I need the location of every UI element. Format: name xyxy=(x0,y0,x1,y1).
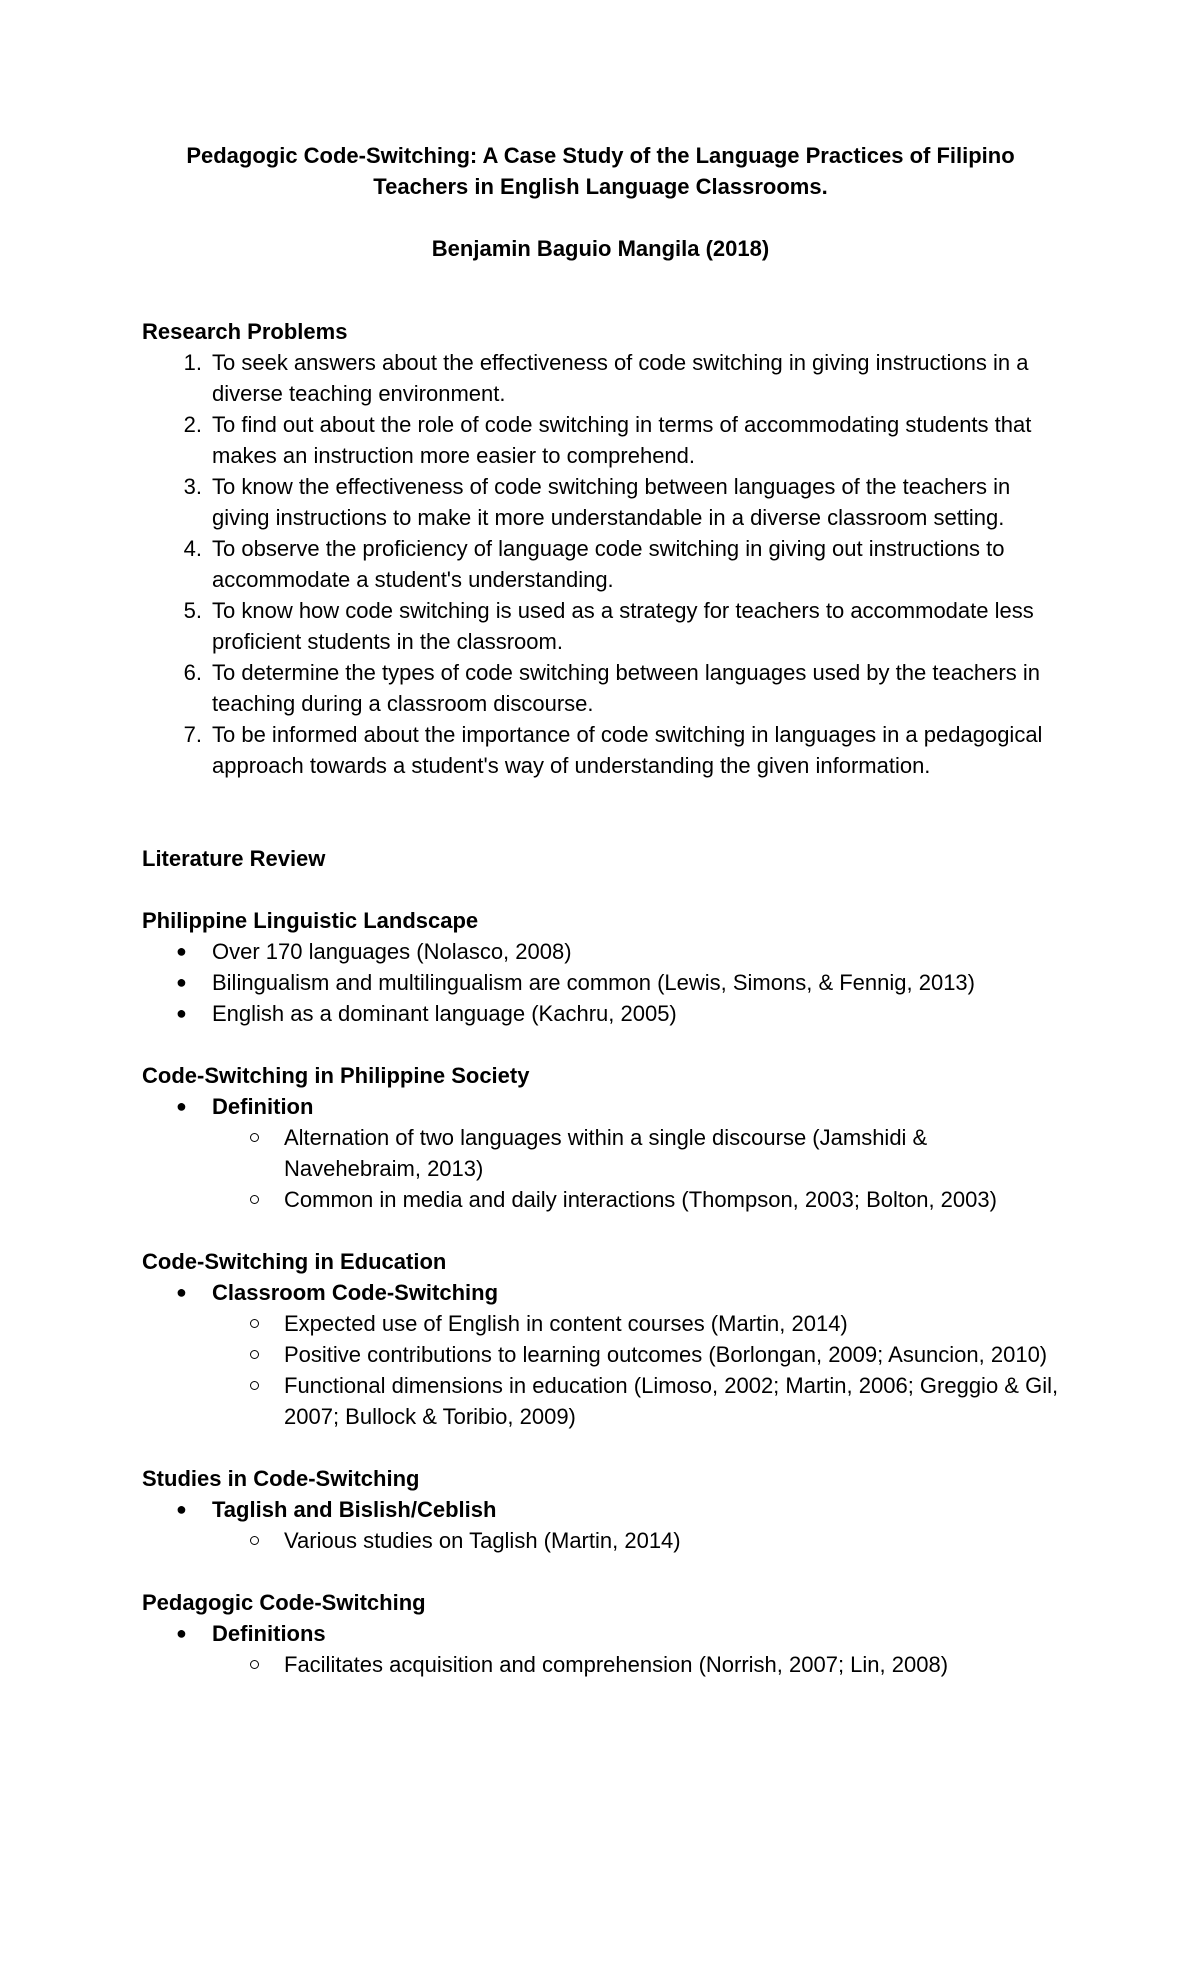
bullet-icon: ● xyxy=(176,1623,187,1643)
list-item: Common in media and daily interactions (Thompson, 2003; Bolton, 2003) xyxy=(142,1184,1059,1215)
document-title xyxy=(142,140,1059,202)
list-item: 6. To determine the types of code switching between languages used by the teachers in teaching during a classroom discourse. xyxy=(183,660,1040,716)
circle-bullet-icon xyxy=(250,1133,259,1142)
bullet-icon: ● xyxy=(176,1499,187,1519)
title-line-1: Pedagogic Code-Switching: A Case Study of the Language Practices of Filipino xyxy=(186,143,1015,168)
list-item: ● Taglish and Bislish/Ceblish Various studies on Taglish (Martin, 2014) xyxy=(142,1494,1059,1556)
circle-bullet-icon xyxy=(250,1536,259,1545)
list-item: Positive contributions to learning outcomes (Borlongan, 2009; Asuncion, 2010) xyxy=(142,1339,1059,1370)
circle-bullet-icon xyxy=(250,1381,259,1390)
circle-bullet-icon xyxy=(250,1660,259,1669)
research-problems-list xyxy=(142,347,1059,781)
list-item: 4. To observe the proficiency of language code switching in giving out instructions to accommodate a student's understanding. xyxy=(183,536,1005,592)
research-problems-heading: Research Problems xyxy=(142,319,348,344)
bullet-list xyxy=(142,1618,1059,1680)
bullet-list xyxy=(142,1494,1059,1556)
title-line-2: Teachers in English Language Classrooms. xyxy=(373,174,828,199)
sub-bullet-list xyxy=(212,1525,1059,1556)
bullet-icon: ● xyxy=(176,941,187,961)
list-item: Functional dimensions in education (Limoso, 2002; Martin, 2006; Greggio & Gil, 2007; Bullock & Toribio, 2009) xyxy=(142,1370,1059,1432)
list-item: Facilitates acquisition and comprehension (Norrish, 2007; Lin, 2008) xyxy=(142,1649,1059,1680)
bullet-icon: ● xyxy=(176,1096,187,1116)
bullet-list xyxy=(142,1091,1059,1215)
list-item: ● Bilingualism and multilingualism are common (Lewis, Simons, & Fennig, 2013) xyxy=(142,967,1059,998)
bullet-icon: ● xyxy=(176,1003,187,1023)
circle-bullet-icon xyxy=(250,1319,259,1328)
literature-review-heading: Literature Review xyxy=(142,846,326,871)
list-item: Expected use of English in content courses (Martin, 2014) xyxy=(142,1308,1059,1339)
bullet-list xyxy=(142,1277,1059,1432)
list-item: Alternation of two languages within a single discourse (Jamshidi & Navehebraim, 2013) xyxy=(142,1122,1059,1184)
list-item: 3. To know the effectiveness of code switching between languages of the teachers in giving instructions to make it more understandable in a diverse classroom setting. xyxy=(183,474,1011,530)
list-item: 5. To know how code switching is used as a strategy for teachers to accommodate less proficient students in the classroom. xyxy=(183,598,1034,654)
list-item: ● Classroom Code-Switching Expected use of English in content courses (Martin, 2014) Positive contributions to learning outcomes (Borlongan, 2009; Asuncion, 2010) Functional dimensions in education (Limoso, 2002; Martin, 2006; Greggio & Gil, 2007; Bullock & Toribio, 2009) xyxy=(142,1277,1059,1432)
list-item: 1. To seek answers about the effectiveness of code switching in giving instructions in a diverse teaching environment. xyxy=(183,350,1029,406)
list-item: Various studies on Taglish (Martin, 2014) xyxy=(142,1525,1059,1556)
section-heading-code-switching-society: Code-Switching in Philippine Society xyxy=(142,1063,530,1088)
section-heading-linguistic-landscape: Philippine Linguistic Landscape xyxy=(142,908,479,933)
list-item: ● Over 170 languages (Nolasco, 2008) xyxy=(142,936,1059,967)
bullet-icon: ● xyxy=(176,1282,187,1302)
section-heading-studies: Studies in Code-Switching xyxy=(142,1466,420,1491)
author-line: Benjamin Baguio Mangila (2018) xyxy=(431,236,770,261)
section-heading-code-switching-education: Code-Switching in Education xyxy=(142,1249,447,1274)
section-heading-pedagogic: Pedagogic Code-Switching xyxy=(142,1590,426,1615)
circle-bullet-icon xyxy=(250,1195,259,1204)
bullet-icon: ● xyxy=(176,972,187,992)
sub-bullet-list xyxy=(212,1649,1059,1680)
list-item: ● Definition Alternation of two languages within a single discourse (Jamshidi & Navehebraim, 2013) Common in media and daily interactions (Thompson, 2003; Bolton, 2003) xyxy=(142,1091,1059,1215)
list-item: ● English as a dominant language (Kachru, 2005) xyxy=(142,998,1059,1029)
list-item: 7. To be informed about the importance of code switching in languages in a pedagogical approach towards a student's way of understanding the given information. xyxy=(183,722,1043,778)
sub-bullet-list xyxy=(212,1122,1059,1215)
bullet-list xyxy=(142,936,1059,1029)
circle-bullet-icon xyxy=(250,1350,259,1359)
sub-bullet-list xyxy=(212,1308,1059,1432)
list-item: 2. To find out about the role of code switching in terms of accommodating students that makes an instruction more easier to comprehend. xyxy=(183,412,1032,468)
list-item: ● Definitions Facilitates acquisition and comprehension (Norrish, 2007; Lin, 2008) xyxy=(142,1618,1059,1680)
